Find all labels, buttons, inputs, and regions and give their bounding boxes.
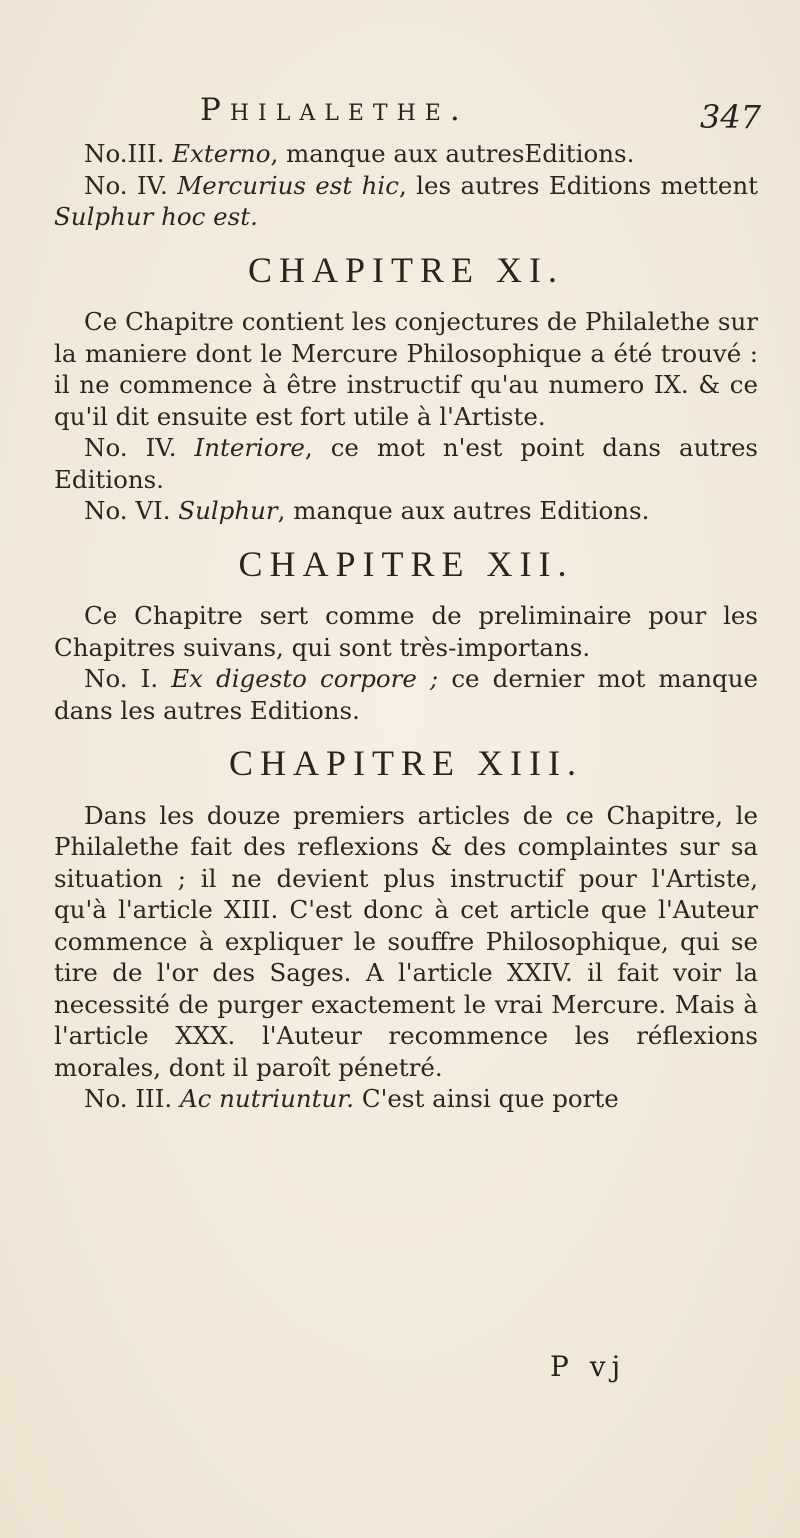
chapter-heading: CHAPITRE XIII. <box>229 743 583 783</box>
note-latin-term: Interiore <box>194 433 305 462</box>
chapter-heading: CHAPITRE XI. <box>248 249 564 290</box>
note-number: No. VI. <box>84 496 179 525</box>
page-body <box>54 138 758 1115</box>
variant-note <box>54 663 758 726</box>
variant-note <box>54 495 758 527</box>
note-latin-term: Sulphur <box>178 496 278 525</box>
variant-note <box>54 138 758 170</box>
note-text: , les autres Editions mettent <box>398 170 758 200</box>
variant-note <box>54 1083 758 1115</box>
note-number: No. IV. <box>84 170 178 200</box>
variant-note <box>54 170 758 233</box>
note-text: , manque aux autresEditions. <box>270 139 635 168</box>
note-text: , ce mot n'est point dans autres Editions. <box>54 433 759 494</box>
chapter-paragraph: Ce Chapitre sert comme de preliminaire pour les Chapitres suivans, qui sont très-importans. <box>54 601 758 662</box>
chapter-heading: CHAPITRE XII. <box>238 543 574 584</box>
note-number: No. I. <box>84 664 172 693</box>
note-number: No. III. <box>84 1084 180 1113</box>
note-latin-term: Ex digesto corpore ; <box>171 664 439 693</box>
note-latin-term: Sulphur hoc est. <box>54 202 258 231</box>
note-number: No. IV. <box>84 433 195 462</box>
note-text: ce dernier mot manque dans les autres Editions. <box>54 664 758 725</box>
page-header <box>0 92 800 138</box>
chapter-paragraph: Dans les douze premiers articles de ce Chapitre, le Philalethe fait des reflexions & des complaintes sur sa situation ; il ne devient plus instructif pour l'Artiste, qu'à l'article XIII. C'est donc à cet article que l'Auteur commence à expliquer le souffre Philosophique, qui se tire de l'or des Sages. A l'article XXIV. il fait voir la necessité de purger exactement le vrai Mercure. Mais à l'article XXX. l'Auteur recommence les réflexions morales, dont il paroît pénetré. <box>54 800 758 1082</box>
signature-mark: P vj <box>550 1350 627 1383</box>
note-text: , manque aux autres Editions. <box>277 496 650 525</box>
note-latin-term: Ac nutriuntur. <box>179 1084 355 1113</box>
variant-note <box>54 432 758 495</box>
note-text: C'est ainsi que porte <box>354 1084 619 1113</box>
note-latin-term: Mercurius est hic <box>177 170 399 200</box>
running-title: Philalethe. <box>200 92 469 128</box>
page-number: 347 <box>700 98 762 136</box>
note-number: No.III. <box>84 139 173 168</box>
chapter-paragraph: Ce Chapitre contient les conjectures de Philalethe sur la maniere dont le Mercure Philosophique a été trouvé : il ne commence à être instructif qu'au numero IX. & ce qu'il dit ensuite est fort utile à l'Artiste. <box>54 307 758 431</box>
note-latin-term: Externo <box>172 139 271 168</box>
